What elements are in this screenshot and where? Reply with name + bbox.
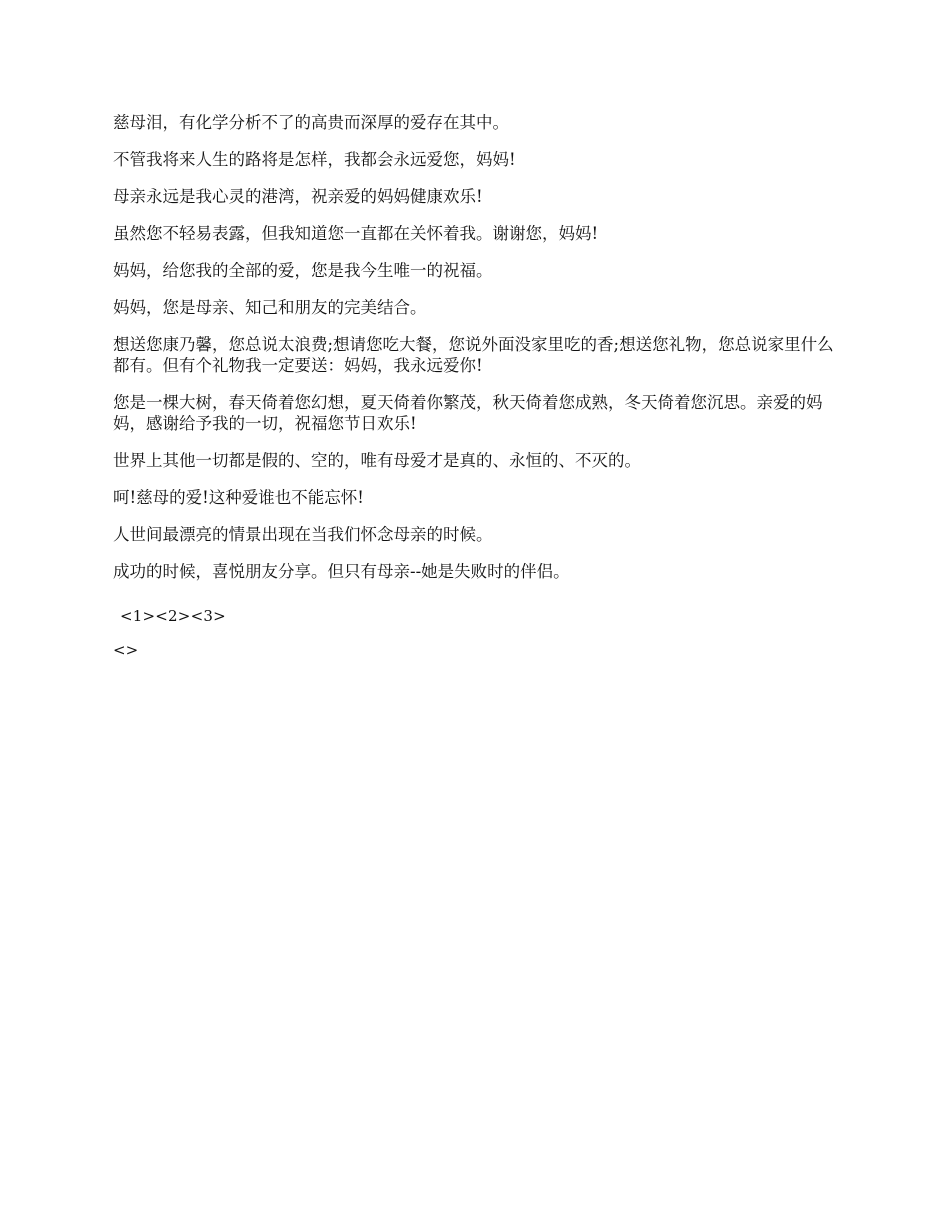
prev-next-link[interactable]: <> (113, 641, 139, 659)
page-link-3[interactable]: <3> (190, 607, 226, 625)
paragraph-1: 慈母泪，有化学分析不了的高贵而深厚的爱存在其中。 (113, 113, 509, 132)
page-link-1[interactable]: <1> (120, 607, 156, 625)
nav-links (113, 640, 838, 660)
paragraph-6: 妈妈，您是母亲、知己和朋友的完美结合。 (113, 298, 427, 317)
paragraph-10: 呵!慈母的爱!这种爱谁也不能忘怀! (113, 488, 364, 507)
paragraph-2: 不管我将来人生的路将是怎样，我都会永远爱您，妈妈! (113, 150, 516, 169)
paragraph-9: 世界上其他一切都是假的、空的，唯有母爱才是真的、永恒的、不灭的。 (113, 451, 641, 470)
document-page (113, 112, 838, 660)
paragraph-5: 妈妈，给您我的全部的爱，您是我今生唯一的祝福。 (113, 261, 493, 280)
paragraph-4: 虽然您不轻易表露，但我知道您一直都在关怀着我。谢谢您，妈妈! (113, 224, 599, 243)
paragraph-7: 想送您康乃馨，您总说太浪费;想请您吃大餐，您说外面没家里吃的香;想送您礼物，您总说家里什么都有。但有个礼物我一定要送：妈妈，我永远爱你! (113, 335, 834, 375)
paragraph-8: 您是一棵大树，春天倚着您幻想，夏天倚着你繁茂，秋天倚着您成熟，冬天倚着您沉思。亲爱的妈妈，感谢给予我的一切，祝福您节日欢乐! (113, 393, 823, 433)
page-link-2[interactable]: <2> (155, 607, 191, 625)
paragraph-12: 成功的时候，喜悦朋友分享。但只有母亲--她是失败时的伴侣。 (113, 562, 570, 581)
pagination (120, 606, 838, 626)
paragraph-11: 人世间最漂亮的情景出现在当我们怀念母亲的时候。 (113, 525, 493, 544)
paragraph-3: 母亲永远是我心灵的港湾，祝亲爱的妈妈健康欢乐! (113, 187, 483, 206)
